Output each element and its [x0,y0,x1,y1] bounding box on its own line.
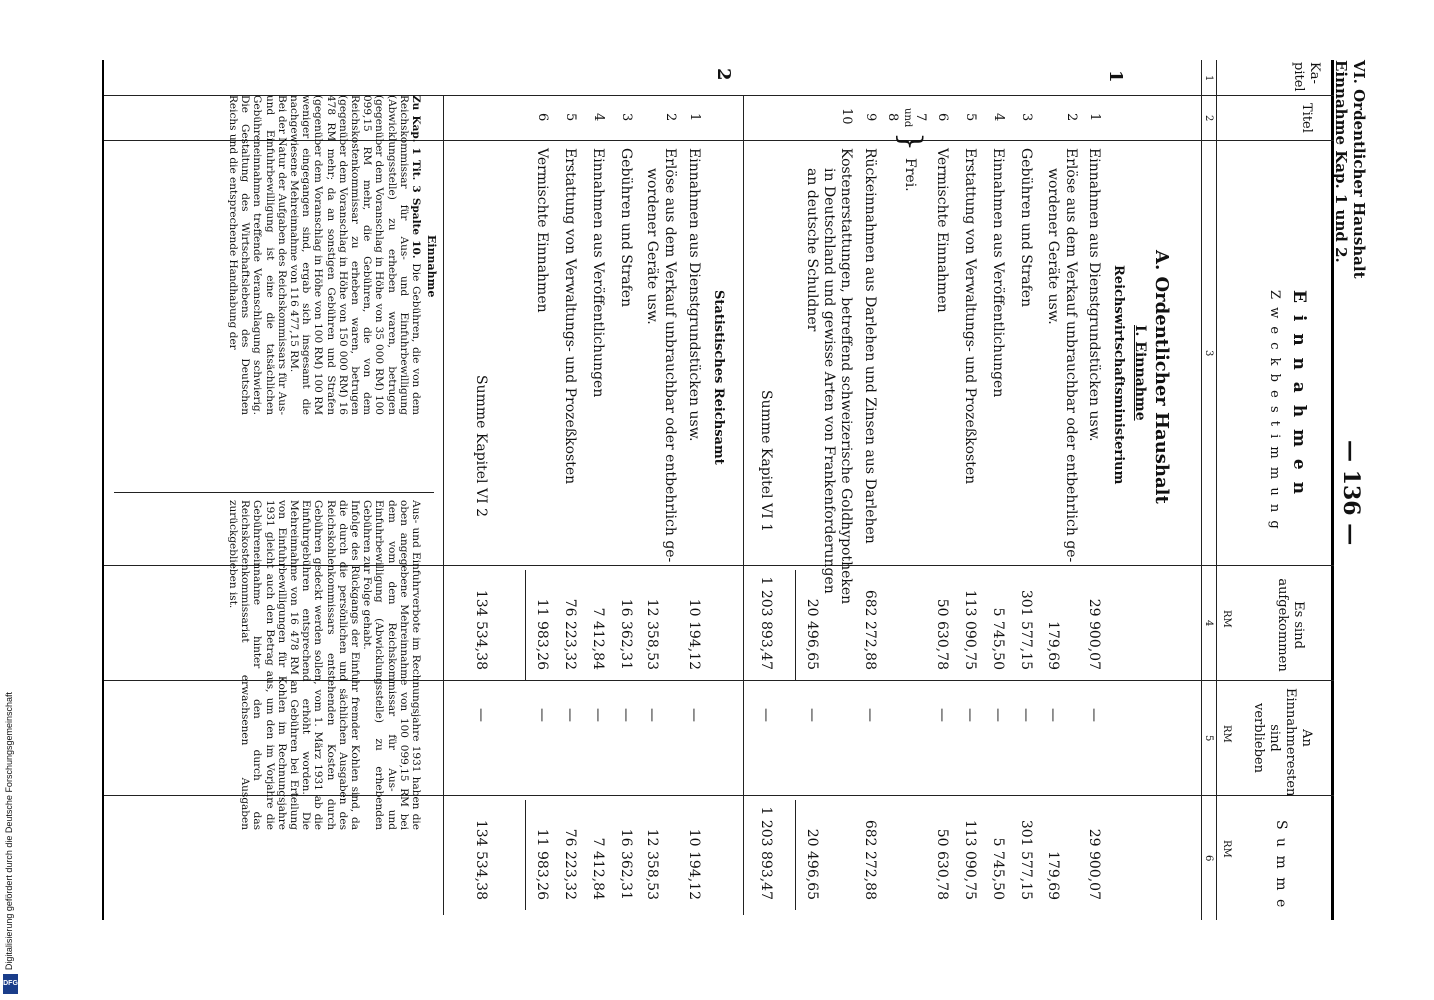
row-col6: 301 577,15 [1018,819,1034,900]
row-titel: 5 [563,113,578,122]
row-col6: 11 983,26 [534,828,550,900]
notes-separator [443,95,444,915]
footer-text: Digitalisierung gefördert durch die Deutsche Forschungsgemeinschaft [4,691,14,970]
sum-col5: — [473,708,489,722]
row-col6: 10 194,12 [686,828,702,900]
row-text: Einnahmen aus Dienstgrundstücken usw. [1086,148,1102,442]
brace: } [893,132,928,152]
notes-left [227,95,422,415]
row-text: Einnahmen aus Veröffentlichungen [590,148,606,398]
sum-col4: 1 203 893,47 [758,576,774,670]
row-text-cont: an deutsche Schuldner [804,168,820,332]
colnum-5: 5 [1203,735,1214,742]
row-titel: 3 [619,113,634,122]
header-titel: Titel [1299,103,1314,133]
sum-col6: 1 203 893,47 [758,806,774,900]
sum-line-ch1-col6 [795,800,796,910]
row-col5: — [804,708,820,722]
row-col6: 50 630,78 [934,828,950,900]
notes-divider [114,492,434,493]
row-titel: 3 [1019,113,1034,122]
row-col4: 11 983,26 [534,598,550,670]
notes-right-text2: Infolge des Rückgangs der Einfuhr fremder Kohlen sind, da die durch die persönlichen und sächlichen Ausgaben des Reichskohlenkommissars entstehenden Kosten durch Gebühren gedeckt werden sollen, vom 1. März 1931 ab die Einfuhrgebühren entsprechend erhöht worden. Die Mehreinnahme von 16 478 RM an Gebühren bei Erteilung von Einfuhrbewilligungen für Kohlen im Rechnungsjahre 1931 gleicht auch den Betrag aus, um den im Vorjahre die Gebühreneinnahme hinter den durch das Reichskostenkommissariat erwachsenen Ausgaben zurückgeblieben ist. [226,500,361,830]
chapter1-ministry: Reichswirtschaftsministerium [1111,265,1126,485]
row-col4: 301 577,15 [1018,589,1034,670]
row-col4: 10 194,12 [686,598,702,670]
row-col5: — [990,708,1006,722]
row-text: Erstattung von Verwaltungs- und Prozeßkosten [962,148,978,485]
colnum-6: 6 [1203,855,1214,862]
row-col4: 7 412,84 [590,607,606,670]
notes-left-text2: Bei der Natur der Aufgaben des Reichskommissars für Aus- und Einfuhrbewilligung ist eine die tatsächlichen Gebühreneinnahmen treffende Veranschlagung schwierig. Die Gestaltung des Wirtschaftslebens des Deutschen Reichs und die entsprechende Handhabung der [226,95,288,415]
row-text: Erlöse aus dem Verkauf unbrauchbar oder entbehrlich ge- [662,148,678,563]
table-bottom-border [102,60,104,920]
unit-col6: RM [1221,840,1232,858]
row-col6: 179,69 [1045,851,1061,900]
row-text: Erstattung von Verwaltungs- und Prozeßkosten [562,148,578,485]
row-titel: 6 [935,113,950,122]
row-col6: 7 412,84 [590,837,606,900]
row-col4: 179,69 [1045,621,1061,670]
sum-line-ch2 [525,570,526,680]
row-col6: 113 090,75 [962,819,978,900]
sum-label: Summe Kapitel VI 2 [473,375,489,517]
row-col4: 20 496,65 [804,598,820,670]
row-col5: — [1086,708,1102,722]
row-col5: — [1018,708,1034,722]
row-titel-b: 8 [885,113,900,122]
sum-label: Summe Kapitel VI 1 [758,390,774,532]
row-col5: — [962,708,978,722]
header-zweckbestimmung: Z w e c k b e s t i m m u n g [1267,290,1282,531]
colnum-3: 3 [1203,350,1214,357]
row-col5: — [1045,708,1061,722]
row-text: Vermischte Einnahmen [934,148,950,313]
sum-col4: 134 534,38 [473,589,489,670]
header-kapitel: Ka- pitel [1291,62,1322,92]
row-text-cont: wordener Geräte usw. [644,168,660,325]
row-col4: 5 745,50 [990,607,1006,670]
header-summe: S u m m e [1273,820,1289,910]
notes-right [227,500,422,830]
row-col6: 682 272,88 [862,819,878,900]
chapter1-number: 1 [1105,70,1126,83]
row-text-cont: wordener Geräte usw. [1045,168,1061,325]
header-line2: Einnahme Kap. 1 und 2. [1332,60,1350,263]
unit-col5: RM [1221,725,1232,743]
table-top-border [1331,60,1334,920]
colnum-row-line [1216,60,1217,920]
sum-col5: — [758,708,774,722]
row-titel: 4 [591,113,606,122]
colnum-2: 2 [1203,115,1214,122]
row-titel: 2 [1064,113,1079,122]
row-titel: 10 [839,108,854,125]
row-col6: 16 362,31 [618,828,634,900]
row-col5: — [644,708,660,722]
header-einnahmereste: An Einnahmeresten sind verblieben [1251,688,1314,797]
row-text: Einnahmen aus Dienstgrundstücken usw. [686,148,702,442]
row-text: Vermischte Einnahmen [534,148,550,313]
row-col4: 682 272,88 [862,589,878,670]
table-header-bottom [1201,60,1202,920]
row-col4: 50 630,78 [934,598,950,670]
colnum-4: 4 [1203,620,1214,627]
row-titel: 6 [535,113,550,122]
page-number: — 136 — [1338,440,1364,546]
row-titel-und: und [902,108,913,128]
dfg-logo: DFG [3,974,18,994]
row-titel: 2 [663,113,678,122]
row-text: Kostenerstattungen, betreffend schweizerische Goldhypotheken [838,148,854,605]
row-col4: 76 223,32 [562,598,578,670]
row-text: Gebühren und Strafen [618,148,634,308]
row-col5: — [618,708,634,722]
sum-col6: 134 534,38 [473,819,489,900]
chapter-separator [743,95,744,915]
row-col5: — [590,708,606,722]
row-col6: 12 358,53 [644,828,660,900]
row-col5: — [534,708,550,722]
row-text: Einnahmen aus Veröffentlichungen [990,148,1006,398]
header-line1: VI. Ordentlicher Haushalt [1350,60,1368,279]
section-subtitle: I. Einnahme [1132,325,1148,421]
row-col4: 113 090,75 [962,589,978,670]
row-col4: 12 358,53 [644,598,660,670]
row-col4: 29 900,07 [1086,598,1102,670]
row-col5: — [934,708,950,722]
row-text: Erlöse aus dem Verkauf unbrauchbar oder entbehrlich ge- [1063,148,1079,563]
row-col6: 29 900,07 [1086,828,1102,900]
row-col5: — [862,708,878,722]
header-aufgekommen: Es sind aufgekommen [1275,578,1306,672]
notes-left-text: Die Gebühren, die von dem Reichskommissar für Aus- und Einfuhrbewilligung (Abwicklungsstelle) zu erheben waren, betrugen (gegenüber dem Voranschlag in Höhe von 35 000 RM) 100 099,15 RM mehr, die Gebühren, die von dem Reichskostenkommissar zu erheben waren, betrugen (gegenüber dem Voranschlag in Höhe von 150 000 RM) 16 478 RM mehr; da an sonstigen Gebühren und Strafen (gegenüber dem Voranschlag in Höhe von 100 RM) 100 RM weniger eingegangen sind, ergab sich insgesamt die nachgewiesene Mehreinnahme von 116 477,15 RM. [287,95,422,415]
row-col4: 16 362,31 [618,598,634,670]
section-title: A. Ordentlicher Haushalt [1151,250,1172,504]
chapter2-office: Statistisches Reichsamt [711,290,726,465]
chapter2-number: 2 [713,68,734,81]
header-einnahmen: E i n n a h m e n [1289,290,1309,498]
row-titel: 9 [863,113,878,122]
notes-right-text: Aus- und Einfuhrverbote im Rechnungsjahre 1931 haben die oben angegebene Mehreinnahme von 100 099,15 RM bei dem vom dem Reichskommissar für Aus- und Einfuhrbewilligung (Abwicklungsstelle) zu erhebenden Gebühren zur Folge gehabt. [361,500,422,830]
sum-line-ch2-col6 [525,800,526,910]
colnum-1: 1 [1203,75,1214,82]
row-col6: 5 745,50 [990,837,1006,900]
row-titel: 1 [687,113,702,122]
notes-left-lead: Zu Kap. 1 Tit. 3 Spalte 10. [410,95,422,259]
row-titel: 1 [1087,113,1102,122]
row-col5: — [686,708,702,722]
row-titel: 7 [913,113,928,122]
row-text: Rückeinnahmen aus Darlehen und Zinsen aus Darlehen [862,148,878,544]
sum-line-ch1 [795,570,796,680]
notes-heading: Einnahme [425,235,438,298]
row-text: Gebühren und Strafen [1018,148,1034,308]
row-col5: — [562,708,578,722]
row-text: Frei. [902,158,918,192]
row-text-cont: in Deutschland und gewisse Arten von Frankenforderungen [821,168,837,594]
row-titel: 5 [963,113,978,122]
row-col6: 20 496,65 [804,828,820,900]
row-titel: 4 [991,113,1006,122]
unit-col4: RM [1221,610,1232,628]
row-col6: 76 223,32 [562,828,578,900]
